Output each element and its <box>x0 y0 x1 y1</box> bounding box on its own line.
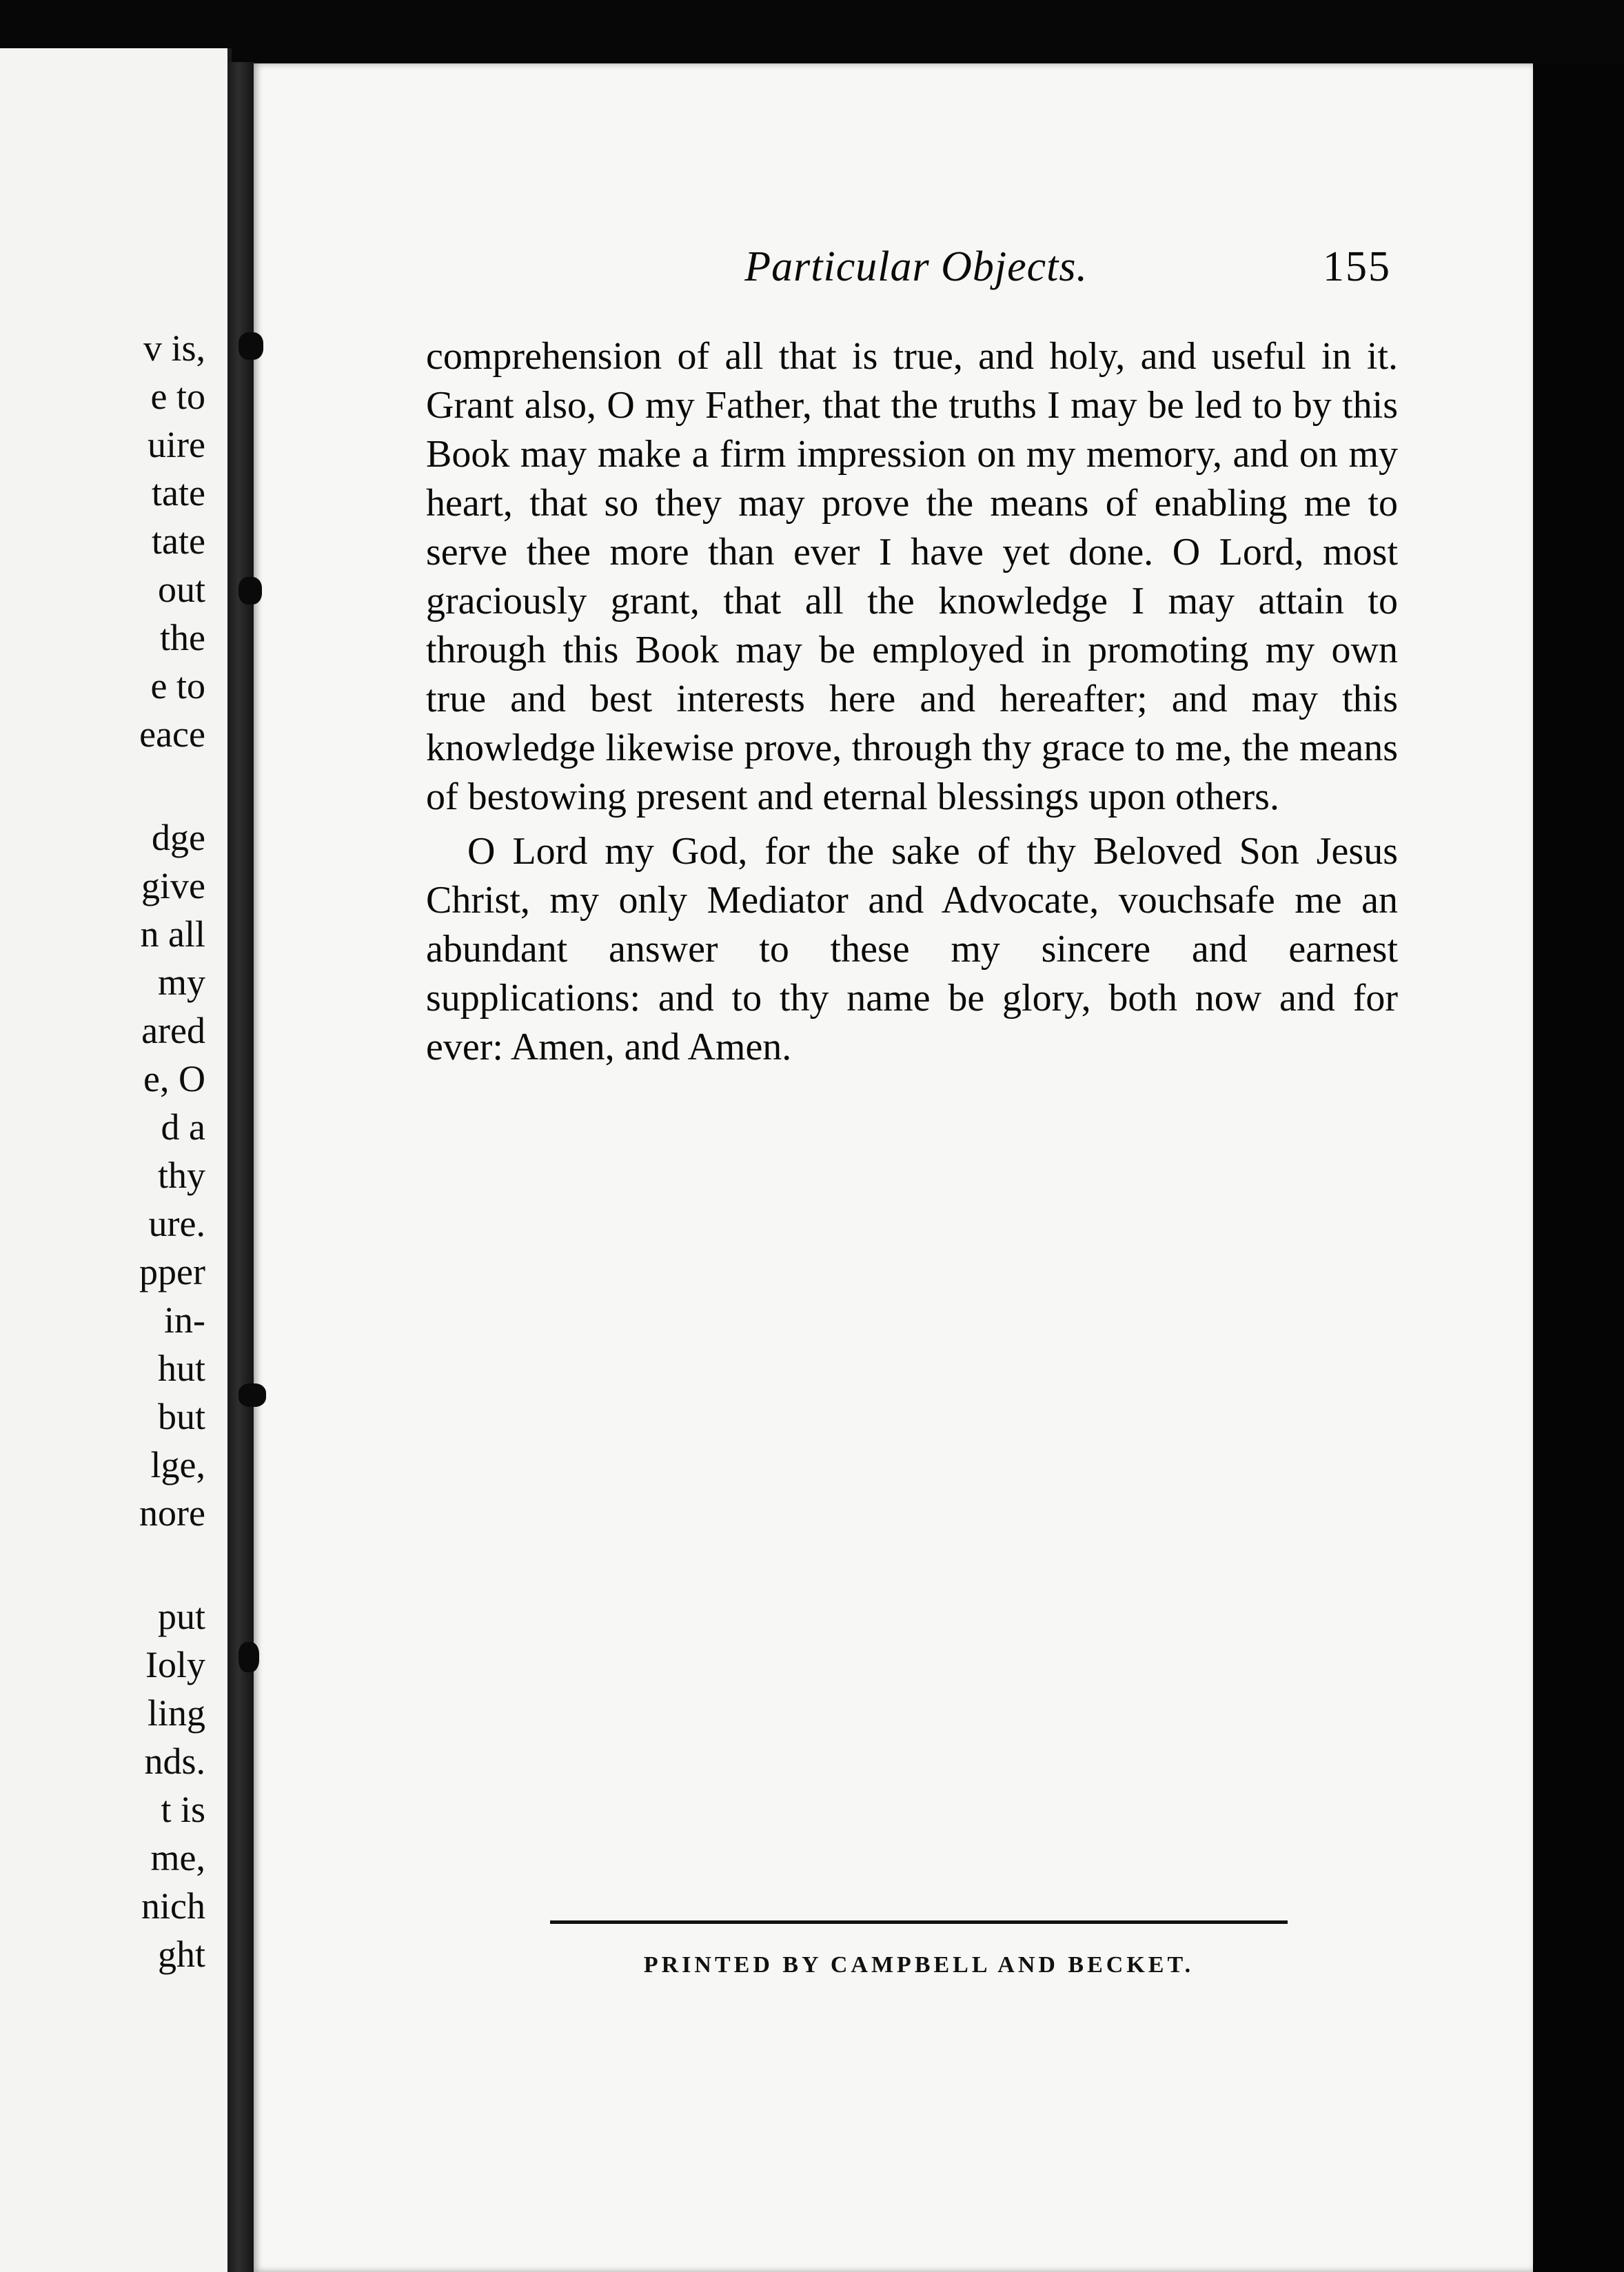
left-fragment: put <box>157 1596 205 1637</box>
left-fragment: ared <box>141 1010 205 1051</box>
running-title: Particular Objects. <box>744 243 1088 290</box>
printer-imprint: PRINTED BY CAMPBELL AND BECKET. <box>643 1952 1195 1978</box>
left-fragment: e, O <box>143 1058 205 1099</box>
left-fragment: d a <box>161 1106 205 1148</box>
left-fragment: nds. <box>144 1741 205 1782</box>
left-fragment: n all <box>140 913 205 955</box>
left-fragment: lge, <box>150 1444 205 1485</box>
left-fragment: ure. <box>148 1203 205 1244</box>
left-fragment: hut <box>157 1348 205 1389</box>
previous-page-edge <box>0 48 232 2272</box>
left-fragment: tate <box>152 520 205 562</box>
left-fragment: nich <box>141 1885 205 1927</box>
left-fragment: me, <box>150 1837 205 1878</box>
binding-mark <box>238 577 262 605</box>
left-fragment: the <box>160 617 205 658</box>
running-head <box>254 243 1391 298</box>
left-fragment: dge <box>152 817 205 858</box>
left-fragment: my <box>157 962 205 1003</box>
page-number: 155 <box>1323 243 1391 290</box>
left-fragment: ght <box>157 1934 205 1975</box>
left-fragment: eace <box>139 713 205 755</box>
left-fragment: in- <box>164 1299 205 1341</box>
left-fragment: thy <box>157 1155 205 1196</box>
binding-mark <box>238 332 263 360</box>
current-page <box>254 63 1533 2272</box>
footer-rule <box>550 1920 1288 1924</box>
left-fragment: e to <box>150 665 205 707</box>
page-body <box>426 332 1398 1072</box>
paragraph: O Lord my God, for the sake of thy Beloved Son Jesus Christ, my only Mediator and Advocate, vouchsafe me an abundant answer to these my sincere and earnest supplications: and to thy name be glory, both now and for ever: Amen, and Amen. <box>426 830 1398 1068</box>
left-fragment: nore <box>139 1492 205 1534</box>
binding-mark <box>238 1642 259 1672</box>
left-fragment: out <box>157 569 205 610</box>
left-fragment: v is, <box>143 327 205 369</box>
left-fragment: give <box>141 865 205 906</box>
left-fragment: but <box>157 1396 205 1437</box>
left-fragment: t is <box>161 1789 205 1830</box>
left-fragment: pper <box>139 1251 205 1292</box>
book-gutter <box>227 62 255 2272</box>
scan-border <box>1533 63 1624 2272</box>
left-fragment: tate <box>152 472 205 514</box>
binding-mark <box>238 1383 266 1407</box>
left-fragment: e to <box>150 376 205 417</box>
left-fragment: uire <box>148 424 205 465</box>
left-fragment: Ioly <box>145 1644 205 1685</box>
paragraph: comprehension of all that is true, and holy, and useful in it. Grant also, O my Father, that the truths I may be led to by this Book may make a firm impression on my memory, and on my heart, that so they may prove the means of enabling me to serve thee more than ever I have yet done. O Lord, most graciously grant, that all the knowledge I may attain to through this Book may be employed in promoting my own true and best interests here and hereafter; and may this knowledge likewise prove, through thy grace to me, the means of bestowing present and eternal blessings upon others. <box>426 335 1398 818</box>
left-fragment: ling <box>147 1692 205 1734</box>
